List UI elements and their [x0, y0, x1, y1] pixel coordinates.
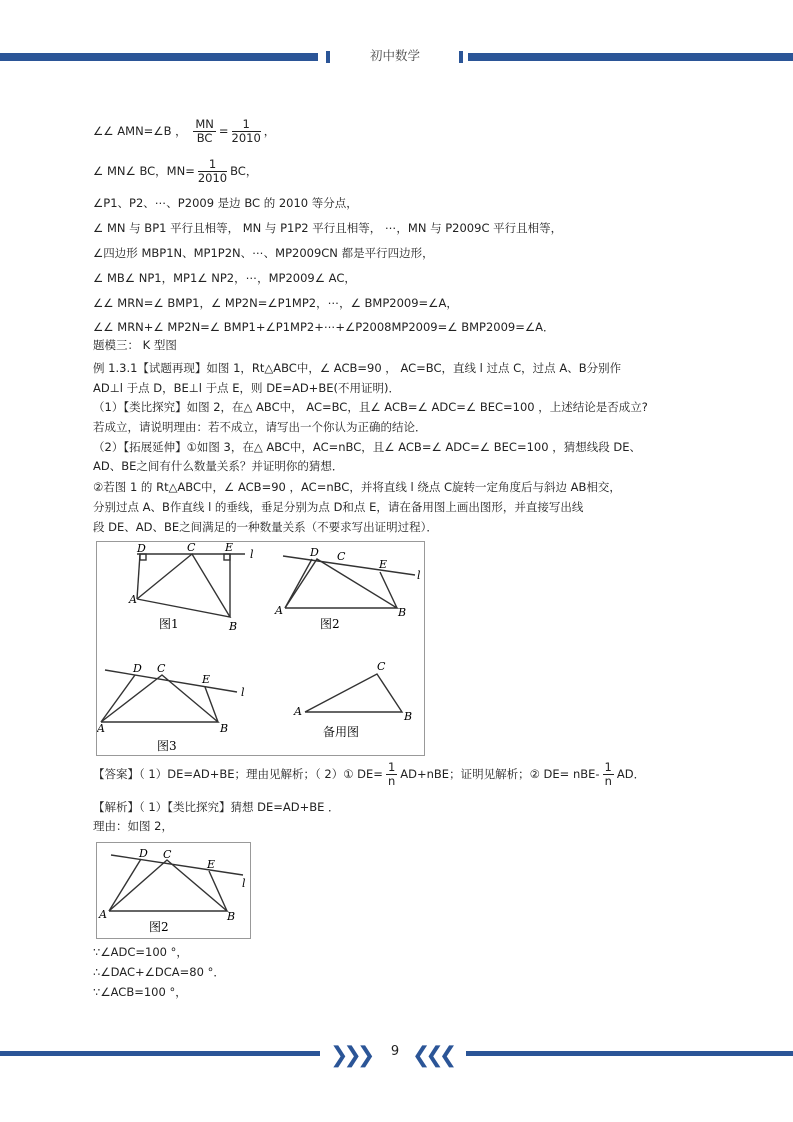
svg-text:A: A: [275, 604, 283, 617]
line-5: ∠四边形 MBP1N、MP1P2N、⋯、MP2009CN 都是平行四边形，: [93, 246, 434, 260]
line-14: （2）【拓展延伸】①如图 3，在△ ABC中，AC=nBC，且∠ ACB=∠ ADC=∠ BEC=100 ，猜想线段 DE、: [93, 440, 641, 454]
line-7: ∠∠ MRN=∠ BMP1，∠ MP2N=∠P1MP2，⋯，∠ BMP2009=∠A，: [93, 296, 458, 310]
svg-text:C: C: [377, 660, 386, 673]
svg-text:B: B: [227, 910, 236, 923]
svg-text:B: B: [220, 722, 229, 735]
footer-bar-right: [466, 1051, 793, 1056]
line-1: ∠∠ AMN=∠B ， $\frac{MN}{BC}$ = $\frac{1}{2010}$ ，: [93, 117, 276, 145]
svg-text:A: A: [99, 908, 107, 921]
analysis-figure-2: [109, 855, 243, 911]
line-2: ∠ MN∠ BC，MN= $\frac{1}{2010}$ BC，: [93, 157, 258, 185]
header-tick-right: [459, 51, 463, 63]
svg-text:D: D: [133, 662, 142, 675]
line-17: 分别过点 A、B作直线 l 的垂线，垂足分别为点 D和点 E，请在备用图上画出图形，并直接写出线: [93, 500, 584, 514]
header-bar-right: [468, 53, 793, 61]
line-12: （1）【类比探究】如图 2，在△ ABC中， AC=BC，且∠ ACB=∠ ADC=∠ BEC=100 ，上述结论是否成立?: [93, 400, 648, 414]
figure-1: [137, 554, 245, 617]
line-8: ∠∠ MRN+∠ MP2N=∠ BMP1+∠P1MP2+⋯+∠P2008MP2009=∠ BMP2009=∠A．: [93, 320, 555, 334]
line-16: ②若图 1 的 Rt△ABC中，∠ ACB=90 ，AC=nBC，并将直线 l 绕点 C旋转一定角度后与斜边 AB相交，: [93, 480, 621, 494]
svg-text:l: l: [417, 569, 421, 582]
proof-line-3: ∵∠ACB=100 °，: [93, 985, 187, 999]
line-15: AD、BE之间有什么数量关系？并证明你的猜想．: [93, 459, 344, 473]
page-header-title: 初中数学: [369, 48, 420, 63]
svg-text:C: C: [157, 662, 166, 675]
header-bar-left: [0, 53, 318, 61]
figure-2: [283, 556, 415, 608]
svg-text:D: D: [137, 542, 146, 555]
spare-figure: [305, 674, 402, 712]
analysis-figure-panel: [96, 842, 251, 939]
line-11: AD⊥l 于点 D，BE⊥l 于点 E，则 DE=AD+BE(不用证明)．: [93, 381, 400, 395]
svg-text:C: C: [337, 550, 346, 563]
line-9: 题模三： K 型图: [93, 338, 177, 352]
svg-text:l: l: [241, 686, 245, 699]
svg-text:D: D: [139, 847, 148, 860]
footer-chevrons-right-icon: ❯❯❯: [330, 1043, 371, 1068]
line-13: 若成立，请说明理由：若不成立，请写出一个你认为正确的结论．: [93, 420, 427, 434]
svg-text:C: C: [187, 542, 196, 554]
svg-text:B: B: [398, 606, 407, 619]
svg-text:C: C: [163, 848, 172, 861]
proof-line-1: ∵∠ADC=100 °，: [93, 945, 188, 959]
svg-text:E: E: [207, 858, 216, 871]
reason-line: 理由：如图 2，: [93, 819, 173, 833]
svg-text:E: E: [202, 673, 211, 686]
svg-text:B: B: [229, 620, 238, 633]
svg-text:A: A: [294, 705, 302, 718]
header-tick-left: [326, 51, 330, 63]
svg-text:A: A: [97, 722, 105, 735]
spare-figure-caption: 备用图: [323, 725, 360, 739]
footer-bar-left: [0, 1051, 320, 1056]
line-18: 段 DE、AD、BE之间满足的一种数量关系（不要求写出证明过程）．: [93, 520, 438, 534]
svg-text:D: D: [310, 546, 319, 559]
analysis-figure-drawing: [97, 843, 250, 938]
footer-chevrons-left-icon: ❮❮❮: [412, 1043, 453, 1068]
svg-text:l: l: [250, 548, 254, 561]
svg-text:E: E: [379, 558, 388, 571]
line-6: ∠ MB∠ NP1，MP1∠ NP2，⋯，MP2009∠ AC，: [93, 271, 356, 285]
svg-text:E: E: [225, 542, 234, 554]
figures-drawing: [97, 542, 424, 755]
page-number: 9: [390, 1044, 400, 1059]
figures-panel: [96, 541, 425, 756]
svg-text:A: A: [129, 593, 137, 606]
figure-3: [101, 670, 237, 722]
analysis-figure-caption: 图2: [149, 920, 169, 934]
line-3: ∠P1、P2、⋯、P2009 是边 BC 的 2010 等分点，: [93, 196, 358, 210]
line-4: ∠ MN 与 BP1 平行且相等， MN 与 P1P2 平行且相等， ⋯，MN 与 P2009C 平行且相等，: [93, 221, 563, 235]
line-10: 例 1.3.1【试题再现】如图 1，Rt△ABC中，∠ ACB=90 ， AC=BC，直线 l 过点 C，过点 A、B分别作: [93, 361, 622, 375]
svg-text:l: l: [242, 877, 246, 890]
answer-line: 【答案】（ 1）DE=AD+BE；理由见解析；（ 2）① DE= $\frac{1}{n}$ AD+nBE；证明见解析；② DE= nBE- $\frac{1}{n}$ AD．: [93, 760, 646, 788]
figure-1-caption: 图1: [159, 617, 179, 631]
proof-line-2: ∴∠DAC+∠DCA=80 °．: [93, 965, 225, 979]
figure-2-caption: 图2: [320, 617, 340, 631]
svg-text:B: B: [404, 710, 413, 723]
analysis-line: 【解析】（ 1）【类比探究】猜想 DE=AD+BE ．: [93, 800, 340, 814]
figure-3-caption: 图3: [157, 739, 177, 753]
